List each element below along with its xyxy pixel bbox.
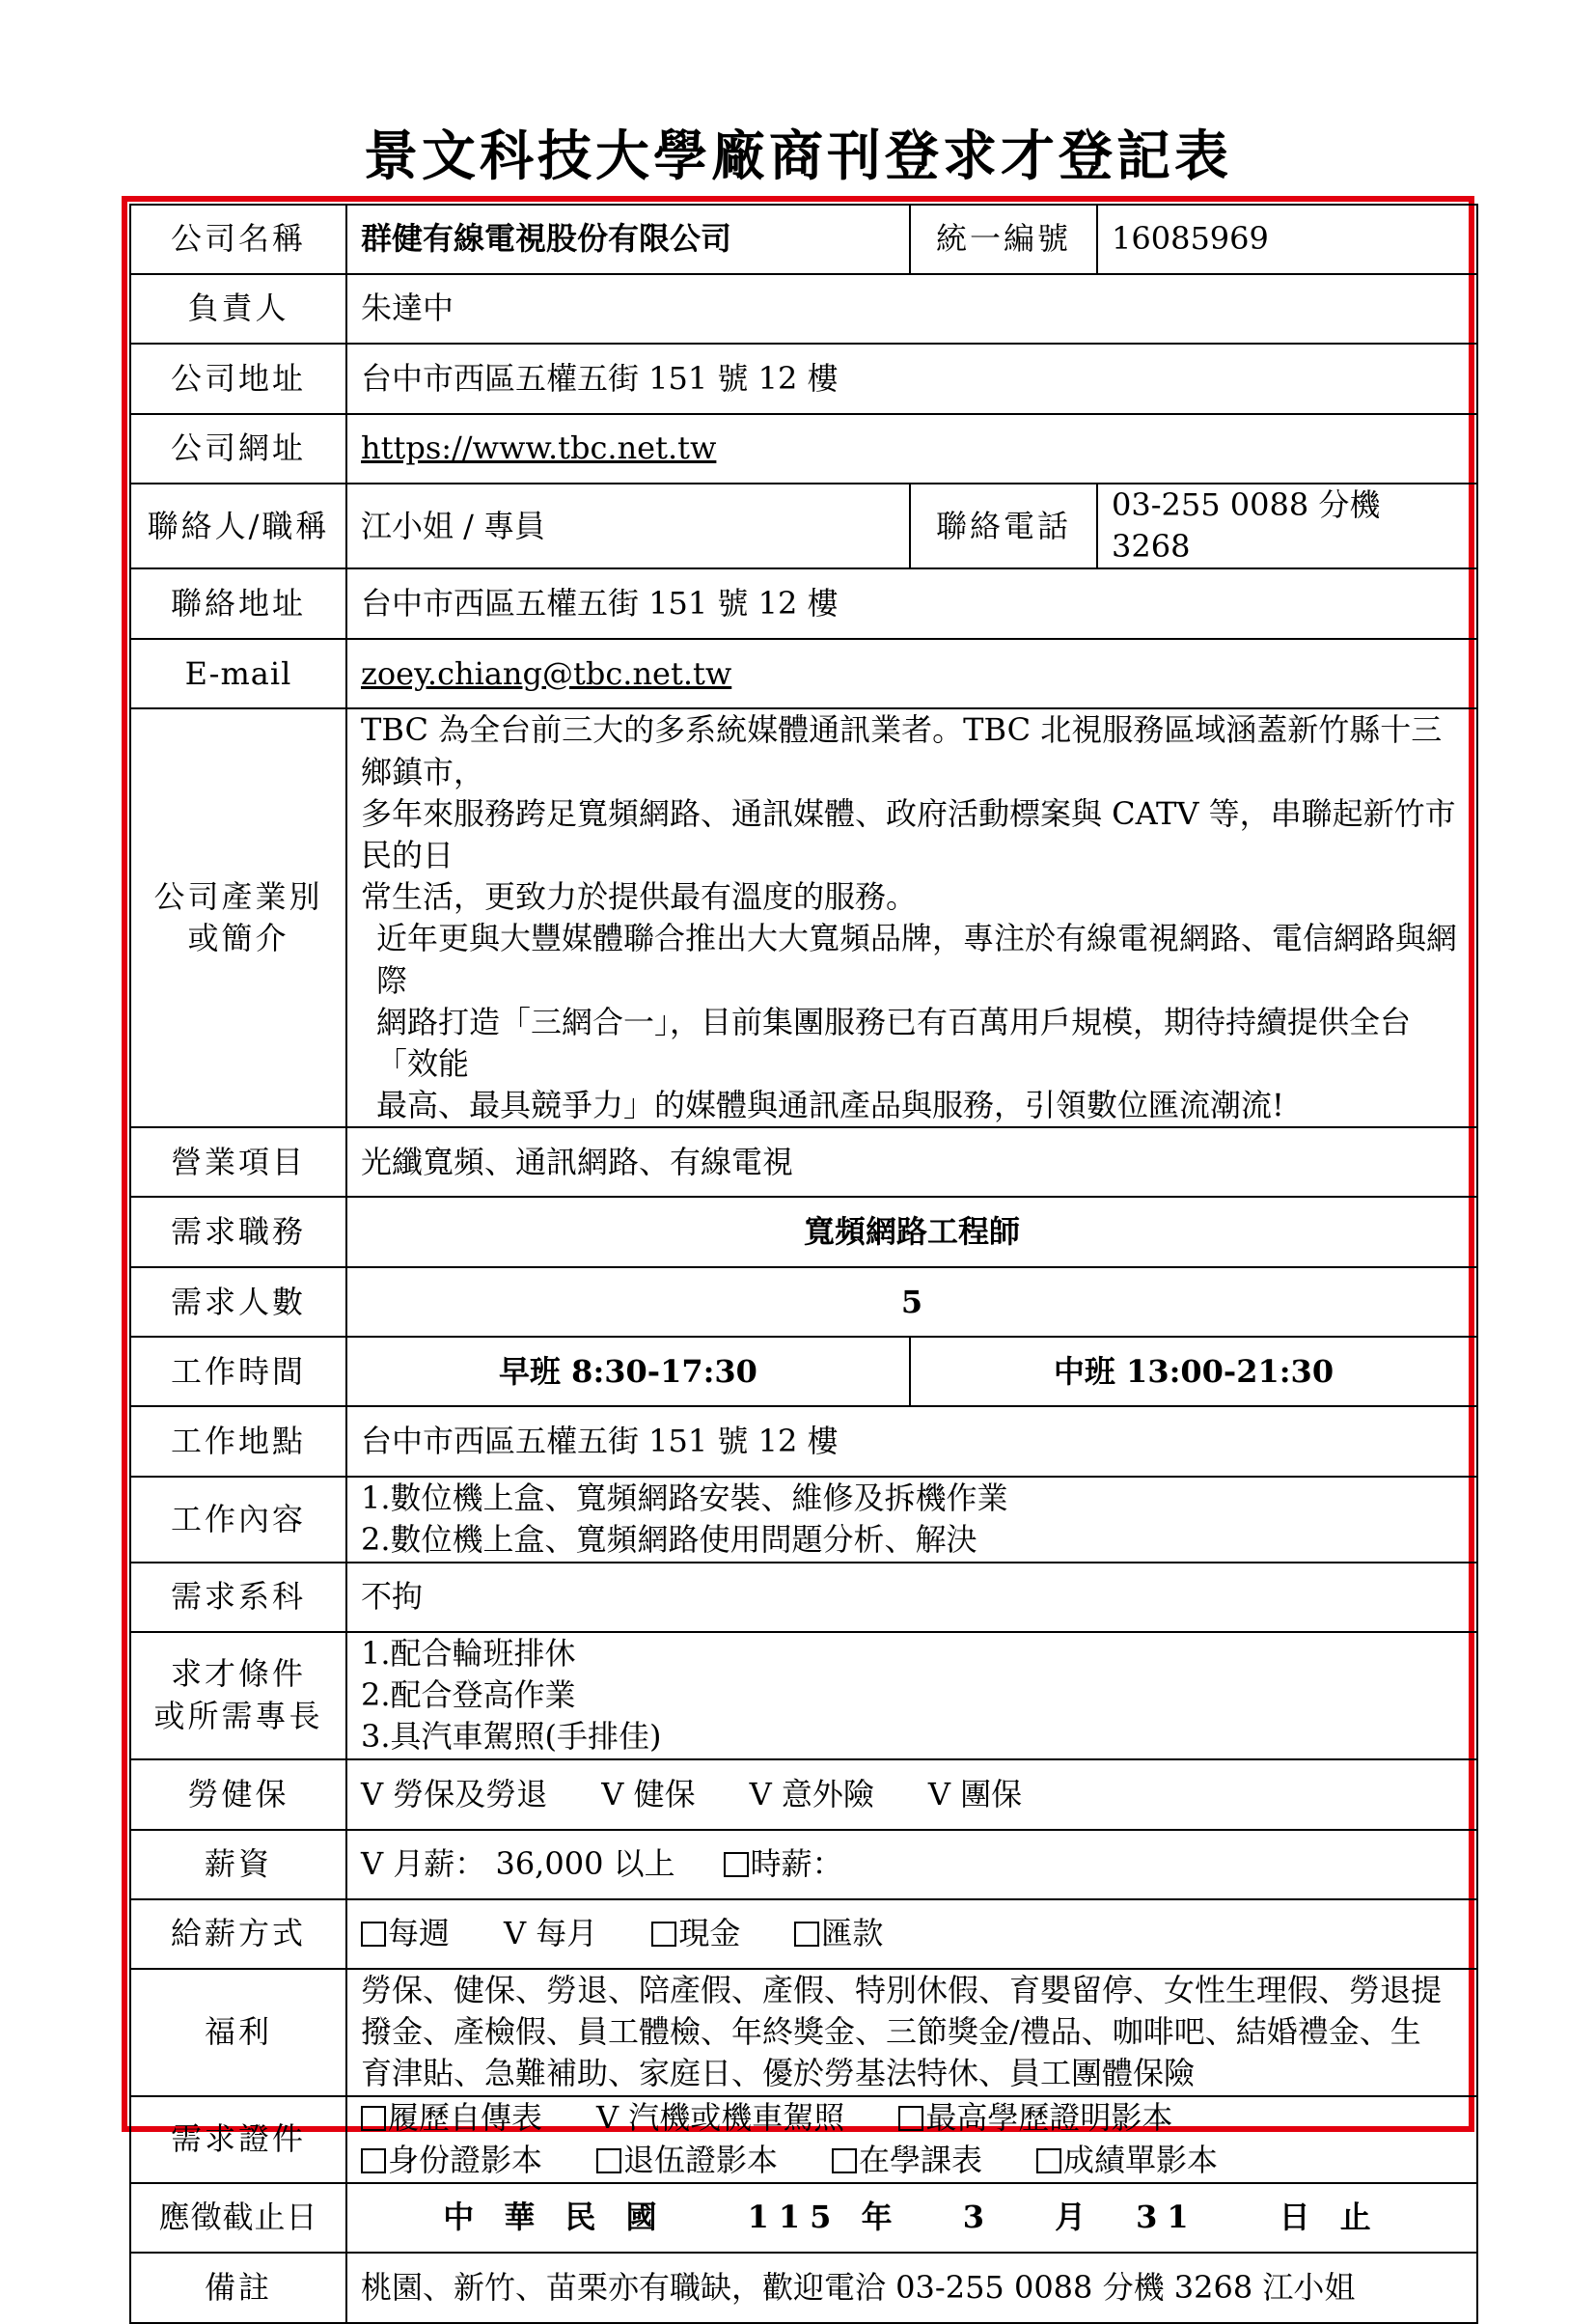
contact-address-value: 台中市西區五權五街 151 號 12 樓 xyxy=(346,568,1477,639)
label-requirements xyxy=(130,1632,346,1759)
pay-weekly: 每週 xyxy=(388,1915,451,1952)
label-business: 營業項目 xyxy=(130,1127,346,1197)
pay-weekly-checkbox[interactable] xyxy=(361,1922,386,1947)
email-cell xyxy=(346,639,1477,708)
row-contact xyxy=(130,484,1477,568)
documents-value xyxy=(346,2096,1477,2183)
label-department: 需求系科 xyxy=(130,1563,346,1632)
row-website xyxy=(130,414,1477,484)
label-website: 公司網址 xyxy=(130,414,346,484)
pay-cash: 現金 xyxy=(678,1915,741,1952)
row-requirements xyxy=(130,1632,1477,1759)
row-pay-method xyxy=(130,1899,1477,1969)
label-owner: 負責人 xyxy=(130,274,346,344)
label-deadline: 應徵截止日 xyxy=(130,2183,346,2253)
row-documents xyxy=(130,2096,1477,2183)
salary-hourly-checkbox[interactable] xyxy=(724,1852,749,1877)
form-title: 景文科技大學廠商刊登求才登記表 xyxy=(364,124,1232,188)
job-content-value xyxy=(346,1477,1477,1562)
intro-p2-line3: 最高、最具競爭力」的媒體與通訊產品與服務，引領數位匯流潮流! xyxy=(376,1087,1284,1124)
doc-id-checkbox[interactable] xyxy=(361,2148,386,2173)
intro-p2-line1: 近年更與大豐媒體聯合推出大大寬頻品牌，專注於有線電視網路、電信網路與網際 xyxy=(376,920,1458,999)
registration-form-table xyxy=(129,204,1478,2324)
row-salary xyxy=(130,1830,1477,1899)
label-job-title: 需求職務 xyxy=(130,1197,346,1267)
label-insurance: 勞健保 xyxy=(130,1759,346,1830)
intro-p2-line2: 網路打造「三網合一」，目前集團服務已有百萬用戶規模，期待持續提供全台「效能 xyxy=(376,1003,1412,1082)
documents-line-2 xyxy=(361,2140,1463,2181)
shift-early-value: 早班 8:30-17:30 xyxy=(346,1337,910,1406)
intro-p1-line1: TBC 為全台前三大的多系統媒體通訊業者。TBC 北視服務區域涵蓋新竹縣十三鄉鎮市， xyxy=(361,711,1443,790)
salary-value xyxy=(346,1830,1477,1899)
label-work-hours: 工作時間 xyxy=(130,1337,346,1406)
intro-p1-line3: 常生活，更致力於提供最有溫度的服務。 xyxy=(361,878,918,916)
remarks-value: 桃園、新竹、苗栗亦有職缺，歡迎電洽 03-255 0088 分機 3268 江小姐 xyxy=(346,2253,1477,2323)
doc-id: 身份證影本 xyxy=(388,2141,543,2178)
row-email xyxy=(130,639,1477,708)
row-intro xyxy=(130,708,1477,1127)
website-link[interactable]: https://www.tbc.net.tw xyxy=(361,429,717,467)
contact-person-value: 江小姐 / 專員 xyxy=(346,484,910,568)
documents-line-1 xyxy=(361,2097,1463,2139)
requirement-item-2: 2.配合登高作業 xyxy=(361,1676,576,1714)
job-title-value: 寬頻網路工程師 xyxy=(346,1197,1477,1267)
benefits-line-2: 撥金、產檢假、員工體檢、年終獎金、三節獎金/禮品、咖啡吧、結婚禮金、生 xyxy=(361,2013,1421,2051)
company-address-value: 台中市西區五權五街 151 號 12 樓 xyxy=(346,344,1477,414)
doc-resume: 履歷自傳表 xyxy=(388,2099,543,2137)
label-contact-address: 聯絡地址 xyxy=(130,568,346,639)
label-company-name: 公司名稱 xyxy=(130,205,346,274)
label-pay-method: 給薪方式 xyxy=(130,1899,346,1969)
label-work-location: 工作地點 xyxy=(130,1406,346,1477)
tax-id-value: 16085969 xyxy=(1097,205,1477,274)
doc-enrollment: 在學課表 xyxy=(859,2141,983,2178)
salary-monthly: V 月薪： 36,000 以上 xyxy=(361,1845,675,1883)
intro-p1-line2: 多年來服務跨足寬頻網路、通訊媒體、政府活動標案與 CATV 等，串聯起新竹市民的日 xyxy=(361,794,1456,873)
row-company-address xyxy=(130,344,1477,414)
headcount-value: 5 xyxy=(346,1267,1477,1337)
label-benefits: 福利 xyxy=(130,1969,346,2096)
pay-transfer: 匯款 xyxy=(821,1915,884,1952)
label-job-content: 工作內容 xyxy=(130,1477,346,1562)
benefits-line-1: 勞保、健保、勞退、陪產假、產假、特別休假、育嬰留停、女性生理假、勞退提 xyxy=(361,1971,1443,2008)
business-value: 光纖寬頻、通訊網路、有線電視 xyxy=(346,1127,1477,1197)
email-link[interactable]: zoey.chiang@tbc.net.tw xyxy=(361,654,732,692)
pay-transfer-checkbox[interactable] xyxy=(794,1922,819,1947)
doc-license: V 汽機或機車駕照 xyxy=(596,2099,845,2137)
label-tax-id: 統一編號 xyxy=(910,205,1097,274)
label-industry xyxy=(130,708,346,1127)
insurance-value xyxy=(346,1759,1477,1830)
row-owner xyxy=(130,274,1477,344)
row-remarks xyxy=(130,2253,1477,2323)
doc-military-checkbox[interactable] xyxy=(596,2148,621,2173)
label-documents: 需求證件 xyxy=(130,2096,346,2183)
label-contact-phone: 聯絡電話 xyxy=(910,484,1097,568)
doc-transcript-checkbox[interactable] xyxy=(1036,2148,1061,2173)
label-industry-line1: 公司產業別 xyxy=(153,878,323,916)
row-job-title xyxy=(130,1197,1477,1267)
insurance-accident: V 意外險 xyxy=(749,1775,874,1812)
shift-mid-value: 中班 13:00-21:30 xyxy=(910,1337,1477,1406)
doc-military: 退伍證影本 xyxy=(623,2141,779,2178)
label-salary: 薪資 xyxy=(130,1830,346,1899)
row-contact-address xyxy=(130,568,1477,639)
doc-transcript: 成績單影本 xyxy=(1063,2141,1219,2178)
label-contact-person: 聯絡人/職稱 xyxy=(130,484,346,568)
contact-phone-value: 03-255 0088 分機 3268 xyxy=(1097,484,1477,568)
row-work-location xyxy=(130,1406,1477,1477)
doc-diploma-checkbox[interactable] xyxy=(898,2106,923,2131)
doc-resume-checkbox[interactable] xyxy=(361,2106,386,2131)
label-headcount: 需求人數 xyxy=(130,1267,346,1337)
row-benefits xyxy=(130,1969,1477,2096)
label-email: E-mail xyxy=(130,639,346,708)
label-company-address: 公司地址 xyxy=(130,344,346,414)
row-department xyxy=(130,1563,1477,1632)
doc-diploma: 最高學歷證明影本 xyxy=(925,2099,1173,2137)
requirement-item-1: 1.配合輪班排休 xyxy=(361,1634,576,1672)
work-location-value: 台中市西區五權五街 151 號 12 樓 xyxy=(346,1406,1477,1477)
company-intro xyxy=(346,708,1477,1127)
job-content-item-2: 2.數位機上盒、寬頻網路使用問題分析、解決 xyxy=(361,1521,977,1559)
salary-hourly: 時薪： xyxy=(750,1845,843,1883)
row-deadline xyxy=(130,2183,1477,2253)
insurance-health: V 健保 xyxy=(601,1775,696,1812)
deadline-value: 中 華 民 國 115 年 3 月 31 日 止 xyxy=(346,2183,1477,2253)
pay-cash-checkbox[interactable] xyxy=(651,1922,676,1947)
pay-method-value xyxy=(346,1899,1477,1969)
label-industry-line2: 或簡介 xyxy=(187,920,289,957)
owner-value: 朱達中 xyxy=(346,274,1477,344)
row-business xyxy=(130,1127,1477,1197)
job-content-item-1: 1.數位機上盒、寬頻網路安裝、維修及拆機作業 xyxy=(361,1480,1008,1517)
label-requirements-line1: 求才條件 xyxy=(170,1655,306,1693)
company-name-value: 群健有線電視股份有限公司 xyxy=(346,205,910,274)
row-job-content xyxy=(130,1477,1477,1562)
row-work-hours xyxy=(130,1337,1477,1406)
benefits-line-3: 育津貼、急難補助、家庭日、優於勞基法特休、員工團體保險 xyxy=(361,2055,1196,2092)
row-headcount xyxy=(130,1267,1477,1337)
requirements-value xyxy=(346,1632,1477,1759)
benefits-value xyxy=(346,1969,1477,2096)
row-company-name xyxy=(130,205,1477,274)
row-insurance xyxy=(130,1759,1477,1830)
label-remarks: 備註 xyxy=(130,2253,346,2323)
pay-monthly: V 每月 xyxy=(504,1915,598,1952)
insurance-group: V 團保 xyxy=(927,1775,1023,1812)
department-value: 不拘 xyxy=(346,1563,1477,1632)
insurance-labor: V 勞保及勞退 xyxy=(361,1775,548,1812)
website-cell xyxy=(346,414,1477,484)
doc-enrollment-checkbox[interactable] xyxy=(832,2148,857,2173)
requirement-item-3: 3.具汽車駕照(手排佳) xyxy=(361,1718,662,1756)
label-requirements-line2: 或所需專長 xyxy=(153,1697,323,1734)
